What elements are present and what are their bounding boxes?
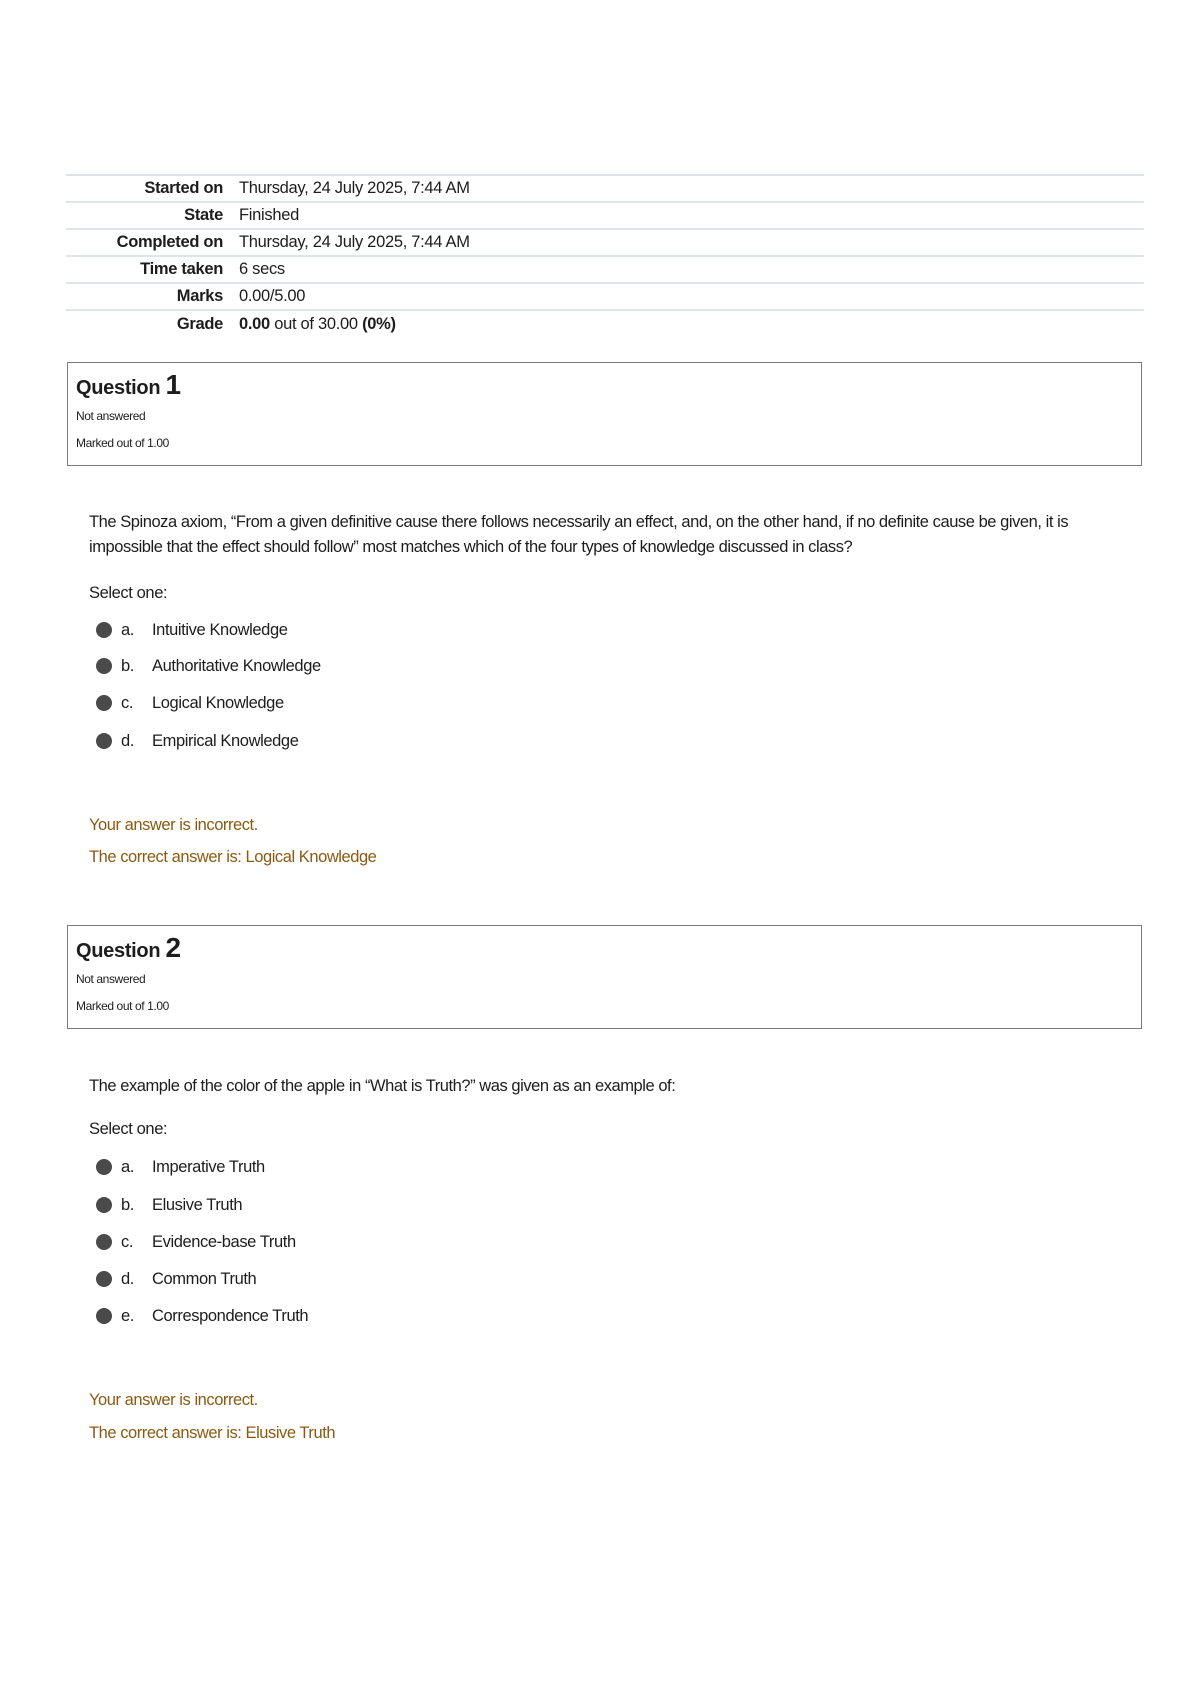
question-1-text: The Spinoza axiom, “From a given definitive cause there follows necessarily an effect, and, on the other hand, if no definite cause be given, it is impossible that the effect should follow” most matches which of the four types of knowledge discussed in class?: [89, 513, 1069, 556]
summary-row-time: [66, 256, 1144, 283]
radio-icon[interactable]: [96, 1197, 112, 1213]
option-letter: c.: [121, 1232, 134, 1251]
radio-icon[interactable]: [96, 733, 112, 749]
marks-label: Marks: [66, 283, 239, 310]
question-1-option-a[interactable]: [96, 618, 288, 642]
started-value: Thursday, 24 July 2025, 7:44 AM: [239, 175, 1144, 202]
option-letter: d.: [121, 1269, 134, 1288]
radio-icon[interactable]: [96, 622, 112, 638]
completed-label: Completed on: [66, 229, 239, 256]
summary-row-state: [66, 202, 1144, 229]
question-2-info-box: [67, 925, 1142, 1029]
question-1-title-label: Question: [76, 377, 166, 399]
summary-row-completed: [66, 229, 1144, 256]
option-letter: b.: [121, 656, 134, 675]
radio-icon[interactable]: [96, 1271, 112, 1287]
summary-row-grade: [66, 310, 1144, 337]
question-1-title: [76, 371, 1141, 402]
radio-icon[interactable]: [96, 1234, 112, 1250]
question-2-correct-answer: The correct answer is: Elusive Truth: [89, 1424, 336, 1442]
option-label: Elusive Truth: [152, 1195, 243, 1214]
question-1-select-prompt: Select one:: [89, 584, 168, 602]
question-2-feedback: Your answer is incorrect.: [89, 1391, 258, 1409]
question-2-option-b[interactable]: [96, 1193, 242, 1217]
grade-percent: (0%): [362, 314, 396, 333]
radio-icon[interactable]: [96, 1159, 112, 1175]
option-label: Correspondence Truth: [152, 1306, 309, 1325]
radio-icon[interactable]: [96, 658, 112, 674]
option-label: Imperative Truth: [152, 1157, 265, 1176]
question-2-title: [76, 934, 1141, 965]
question-2-option-e[interactable]: [96, 1304, 308, 1328]
question-2-option-c[interactable]: [96, 1230, 296, 1254]
option-label: Authoritative Knowledge: [152, 656, 321, 675]
grade-value: [239, 310, 1144, 337]
question-2-marked-out: Marked out of 1.00: [76, 999, 169, 1013]
marks-value: 0.00/5.00: [239, 283, 1144, 310]
option-letter: a.: [121, 1157, 134, 1176]
attempt-summary-table: [66, 174, 1144, 337]
grade-out-of: out of 30.00: [269, 314, 363, 333]
radio-icon[interactable]: [96, 695, 112, 711]
option-label: Intuitive Knowledge: [152, 620, 288, 639]
question-1-status: Not answered: [76, 409, 146, 423]
option-letter: d.: [121, 731, 134, 750]
question-2-title-label: Question: [76, 940, 166, 962]
question-1-marked-out: Marked out of 1.00: [76, 436, 169, 450]
state-label: State: [66, 202, 239, 229]
time-label: Time taken: [66, 256, 239, 283]
completed-value: Thursday, 24 July 2025, 7:44 AM: [239, 229, 1144, 256]
option-letter: b.: [121, 1195, 134, 1214]
question-1-option-c[interactable]: [96, 691, 284, 715]
question-2-number: 2: [165, 932, 181, 963]
question-2-option-a[interactable]: [96, 1155, 265, 1179]
question-2-select-prompt: Select one:: [89, 1120, 168, 1138]
state-value: Finished: [239, 202, 1144, 229]
option-letter: a.: [121, 620, 134, 639]
question-1-info-box: [67, 362, 1142, 466]
question-1-number: 1: [165, 369, 181, 400]
grade-label: Grade: [66, 310, 239, 337]
option-label: Common Truth: [152, 1269, 257, 1288]
question-1-option-d[interactable]: [96, 729, 298, 753]
question-2-status: Not answered: [76, 972, 146, 986]
option-label: Logical Knowledge: [152, 693, 284, 712]
summary-row-marks: [66, 283, 1144, 310]
option-letter: c.: [121, 693, 134, 712]
option-label: Empirical Knowledge: [152, 731, 299, 750]
question-2-text: The example of the color of the apple in “What is Truth?” was given as an example of:: [89, 1077, 676, 1095]
question-1-option-b[interactable]: [96, 654, 321, 678]
option-letter: e.: [121, 1306, 134, 1325]
question-1-feedback: Your answer is incorrect.: [89, 816, 258, 834]
grade-score: 0.00: [239, 314, 270, 333]
option-label: Evidence-base Truth: [152, 1232, 296, 1251]
started-label: Started on: [66, 175, 239, 202]
question-1-correct-answer: The correct answer is: Logical Knowledge: [89, 848, 377, 866]
summary-row-started: [66, 175, 1144, 202]
time-value: 6 secs: [239, 256, 1144, 283]
question-2-option-d[interactable]: [96, 1267, 256, 1291]
radio-icon[interactable]: [96, 1308, 112, 1324]
